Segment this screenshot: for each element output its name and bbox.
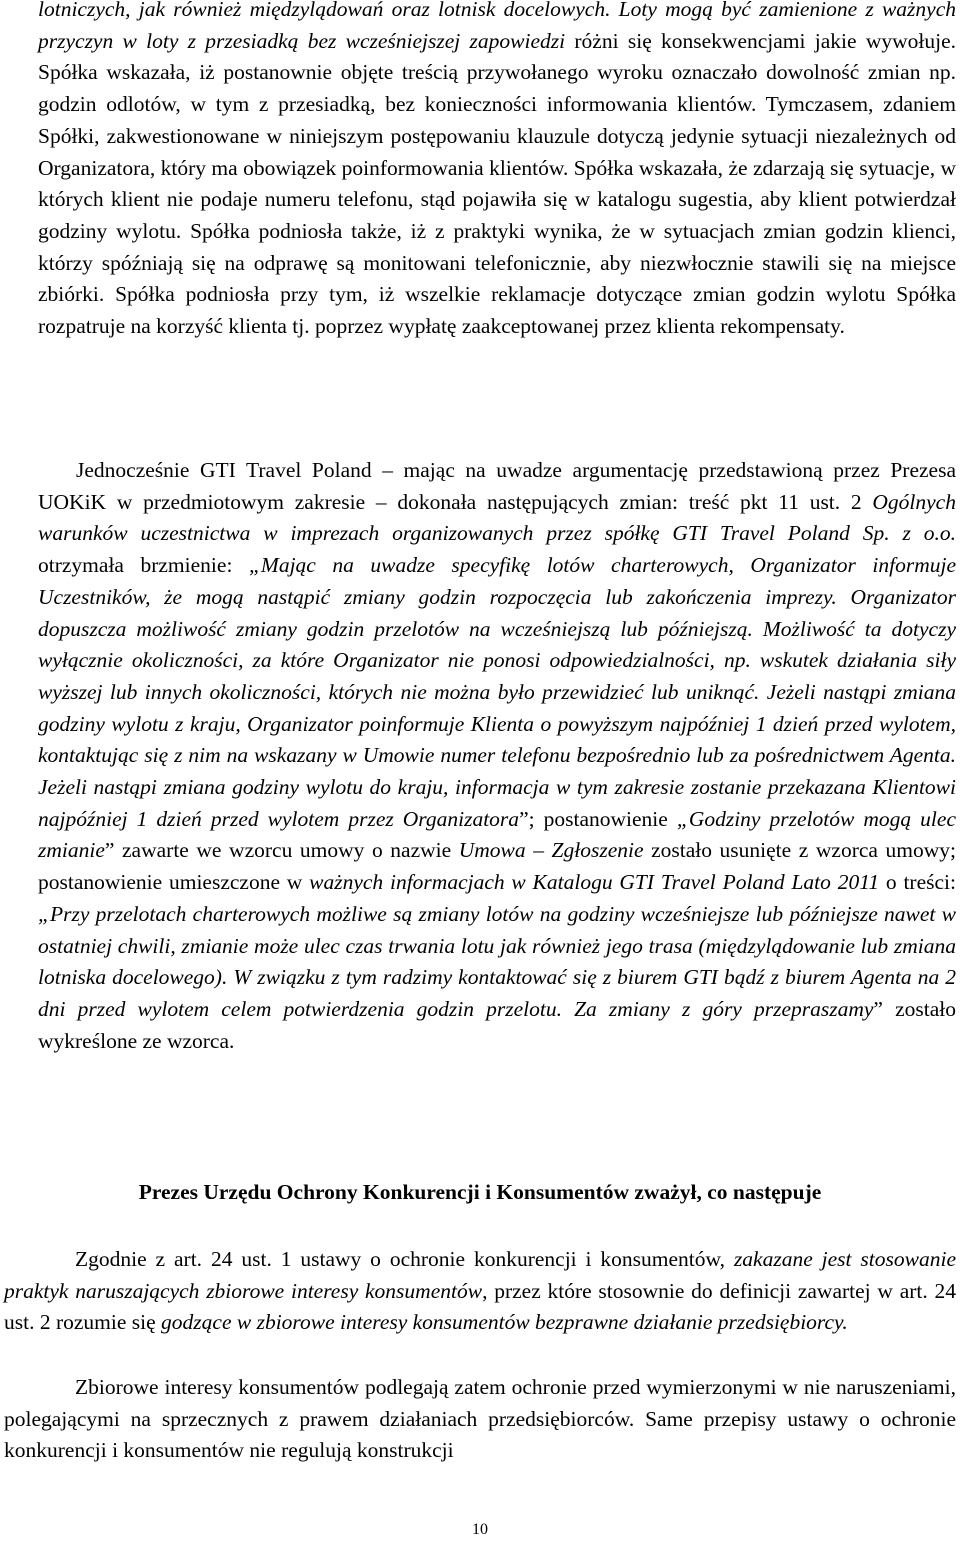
text-run: otrzymała brzmienie:	[38, 553, 249, 578]
quoted-catalog-clause: „Przy przelotach charterowych możliwe są zmiany lotów na godziny wcześniejsze lub późniejsze nawet w ostatniej chwili, zmianie może ulec czas trwania lotu jak również jego trasa (międzylądowanie lub zmiana lotniska docelowego). W związku z tym radzimy kontaktować się z biurem GTI bądź z biurem Agenta na 2 dni przed wylotem celem potwierdzenia godzin przelotu. Za zmiany z góry przepraszamy	[38, 901, 956, 1021]
page-number: 10	[472, 1521, 488, 1538]
paragraph-company-arguments	[38, 0, 956, 343]
paragraph-collective-interests	[4, 1372, 956, 1467]
quoted-new-clause: „Mając na uwadze specyfikę lotów charterowych, Organizator informuje Uczestników, że mogą nastąpić zmiany godzin rozpoczęcia lub zakończenia imprezy. Organizator dopuszcza możliwość zmiany godzin przelotów na wcześniejszą lub późniejszą. Możliwość ta dotyczy wyłącznie okoliczności, za które Organizator nie ponosi odpowiedzialności, np. wskutek działania siły wyższej lub innych okoliczności, których nie można było przewidzieć lub uniknąć. Jeżeli nastąpi zmiana godziny wylotu z kraju, Organizator poinformuje Klienta o powyższym najpóźniej 1 dzień przed wylotem, kontaktując się z nim na wskazany w Umowie numer telefonu bezpośrednio lub za pośrednictwem Agenta. Jeżeli nastąpi zmiana godziny wylotu do kraju, informacja w tym zakresie zostanie przekazana Klientowi najpóźniej 1 dzień przed wylotem przez Organizatora	[38, 553, 956, 831]
text-run: o treści:	[879, 870, 956, 895]
text-run: ” zostało wykreślone ze wzorca.	[38, 996, 956, 1053]
statute-quote-italic: zakazane jest stosowanie praktyk naruszających zbiorowe interesy konsumentów	[4, 1247, 956, 1303]
paragraph-legal-basis	[4, 1244, 956, 1339]
statute-quote-italic: godzące w zbiorowe interesy konsumentów bezprawne działanie przedsiębiorcy.	[161, 1310, 848, 1335]
form-name-italic: Umowa	[458, 838, 534, 863]
catalog-reference-italic: ważnych informacjach w Katalogu GTI Travel Poland Lato 2011	[309, 870, 880, 895]
text-run: Zgodnie z art. 24 ust. 1 ustawy o ochronie konkurencji i konsumentów,	[75, 1247, 734, 1271]
text-run: dokonała następujących zmian: treść pkt 11 ust. 2	[386, 489, 873, 514]
section-heading: Prezes Urzędu Ochrony Konkurencji i Konsumentów zważył, co następuje	[138, 1180, 822, 1204]
text-run: , przez które stosownie do definicji zawartej w art. 24 ust. 2 rozumie się	[4, 1278, 956, 1335]
text-run: Zbiorowe interesy konsumentów podlegają zatem ochronie przed wymierzonymi w nie naruszeniami, polegającymi na sprzecznych z prawem działaniach przedsiębiorców. Same przepisy ustawy o ochronie konkurencji i konsumentów nie regulują konstrukcji	[4, 1375, 956, 1463]
quoted-removed-clause: „Godziny przelotów mogą ulec zmianie	[38, 806, 956, 863]
form-name-italic: Zgłoszenie	[543, 838, 644, 863]
text-run: zostało usunięte z wzorca umowy; postanowienie umieszczone w	[38, 838, 956, 895]
text-run: Jednocześnie GTI Travel Poland	[76, 458, 383, 482]
paragraph-changes: Jednocześnie GTI Travel Poland – mając na uwadze argumentację przedstawioną przez Prezesa UOKiK w przedmiotowym zakresie – dokonała następujących zmian: treść pkt 11 ust. 2 Ogólnych warunków uczestnictwa w imprezach organizowanych przez spółkę GTI Travel Poland Sp. z o.o. otrzymała brzmienie: „Mając na uwadze specyfikę lotów charterowych, Organizator informuje Uczestników, że mogą nastąpić zmiany godzin rozpoczęcia lub zakończenia imprezy. Organizator dopuszcza możliwość zmiany godzin przelotów na wcześniejszą lub późniejszą. Możliwość ta dotyczy wyłącznie okoliczności, za które Organizator nie ponosi odpowiedzialności, np. wskutek działania siły wyższej lub innych okoliczności, których nie można było przewidzieć lub uniknąć. Jeżeli nastąpi zmiana godziny wylotu z kraju, Organizator poinformuje Klienta o powyższym najpóźniej 1 dzień przed wylotem, kontaktując się z nim na wskazany w Umowie numer telefonu bezpośrednio lub za pośrednictwem Agenta. Jeżeli nastąpi zmiana godziny wylotu do kraju, informacja w tym zakresie zostanie przekazana Klientowi najpóźniej 1 dzień przed wylotem przez Organizatora”; postanowienie „Godziny przelotów mogą ulec zmianie” zawarte we wzorcu umowy o nazwie Umowa – Zgłoszenie zostało usunięte z wzorca umowy; postanowienie umieszczone w ważnych informacjach w Katalogu GTI Travel Poland Lato 2011 o treści: „Przy przelotach charterowych możliwe są zmiany lotów na godziny wcześniejsze lub późniejsze nawet w ostatniej chwili, zmianie może ulec czas trwania lotu jak również jego trasa (międzylądowanie lub zmiana lotniska docelowego). W związku z tym radzimy kontaktować się z biurem GTI bądź z biurem Agenta na 2 dni przed wylotem celem potwierdzenia godzin przelotu. Za zmiany z góry przepraszamy” zostało wykreślone ze wzorca.	[38, 458, 957, 1053]
text-run: mając na uwadze argumentację przedstawioną przez Prezesa UOKiK w przedmiotowym zakresie	[38, 458, 957, 514]
document-title-italic: Ogólnych warunków uczestnictwa w imprezach organizowanych przez spółkę GTI Travel Poland Sp. z o.o.	[38, 489, 956, 546]
text-run: ”; postanowienie	[519, 806, 677, 831]
text-run: ” zawarte we wzorcu umowy o nazwie	[104, 838, 459, 863]
paragraph-text: różni się konsekwencjami jakie wywołuje. Spółka wskazała, iż postanownie objęte treścią przywołanego wyroku oznaczało dowolność zmian np. godzin odlotów, w tym z przesiadką, bez konieczności informowania klientów. Tymczasem, zdaniem Spółki, zakwestionowane w niniejszym postępowaniu klauzule dotyczą jedynie sytuacji niezależnych od Organizatora, który ma obowiązek poinformowania klientów. Spółka wskazała, że zdarzają się sytuacje, w których klient nie podaje numeru telefonu, stąd pojawiła się w katalogu sugestia, aby klient potwierdzał godziny wylotu. Spółka podniosła także, iż z praktyki wynika, że w sytuacjach zmian godzin klienci, którzy spóźniają się na odprawę są monitowani telefonicznie, aby niezwłocznie stawili się na miejsce zbiórki. Spółka podniosła przy tym, iż wszelkie reklamacje dotyczące zmian godzin wylotu Spółka rozpatruje na korzyść klienta tj. poprzez wypłatę zaakceptowanej przez klienta rekompensaty.	[38, 28, 956, 339]
quoted-clause-text: lotniczych, jak również międzylądowań oraz lotnisk docelowych. Loty mogą być zamienione z ważnych przyczyn w loty z przesiadką bez wcześniejszej zapowiedzi	[38, 0, 956, 53]
